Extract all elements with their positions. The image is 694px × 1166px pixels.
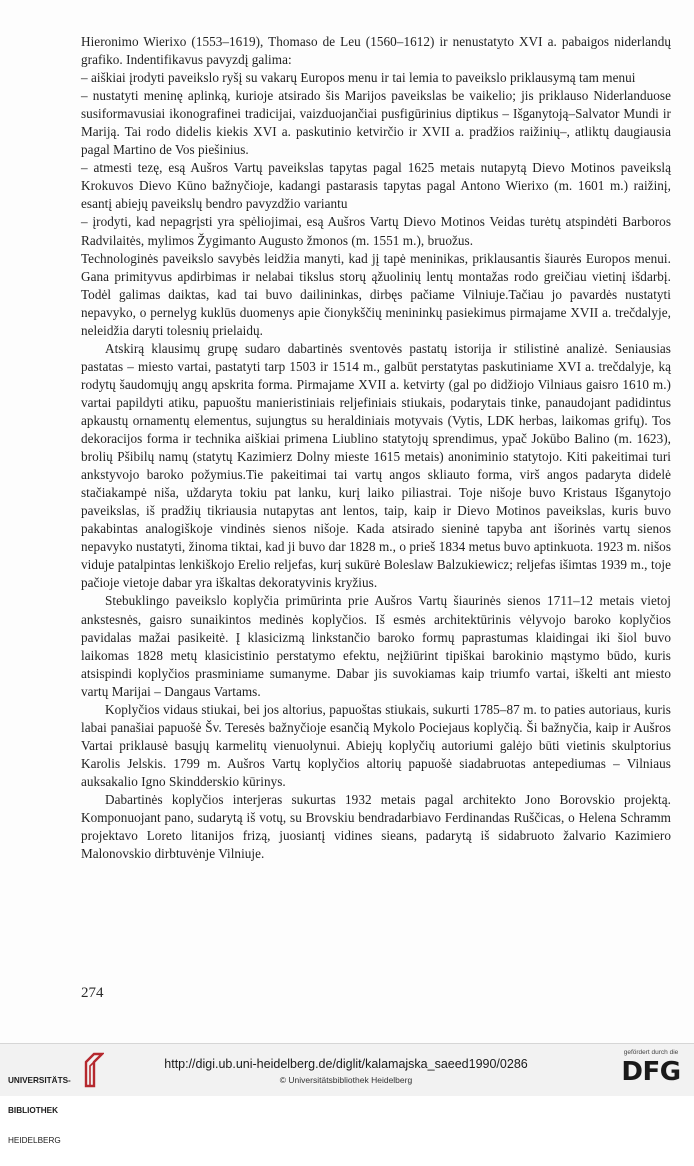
library-name [8, 1056, 71, 1166]
paragraph-7: Atskirą klausimų grupę sudaro dabartinės sventovės pastatų istorija ir stilistinė analizė. Seniausias pastatas – miesto vartai, pastatyti tarp 1503 ir 1514 m., galbūt perstatytas paskutiniame XVI a. trečdalyje, ką rodytų šaudomųjų angų apskrita forma. Pirmajame XVII a. ketvirty (gal po didžiojo Vilniaus gaisro 1610 m.) vartai papildyti atiku, papuoštu manieristiniais reljefiniais stiukais, podarytais tinke, panaudojant padidintus apkaustų ornamentų elementus, sujungtus su heraldiniais motyvais (Vytis, LDK herbas, laikomas grifų). Tos dekoracijos forma ir technika aiškiai primena Liublino statytojų sprendimus, ypač Jokūbo Balino (m. 1623), brolių Pšibilų namų (statytų Kazimierz Dolny mieste 1615 metais) anoniminio statytojo. Kiti pakeitimai turi ankstyvojo baroko požymius.Tie pakeitimai tai vartų angos skliauto forma, virš angos padaryta didelė stačiakampė niša, uždaryta tokiu pat lanku, kurį laiko piliastrai. Toje nišoje buvo Kristaus Išganytojo paveikslas, iš pradžių tikriausia nutapytas ant lentos, taip, kaip ir Dievo Motinos paveikslas, kuris buvo pakabintas analogiškoje vindinės sienos nišoje. Kada atsirado sieninė tapyba ant išorinės vartų sienos nepavyko nustatyti, žinoma tiktai, kad ji buvo dar 1828 m., o prieš 1834 metus buvo aptinkuota. 1923 m. nišos viduje patalpintas lenkiškojo Erelio reljefas, kurį sukūrė Boleslaw Balzukiewicz; reljefas išimtas 1939 m., toje pačioje vietoje dabar yra iškaltas dekoratyvinis kryžius. [81, 340, 671, 591]
dfg-logo[interactable] [614, 1049, 688, 1091]
library-logo[interactable] [6, 1052, 126, 1145]
paragraph-1: Hieronimo Wierixo (1553–1619), Thomaso de Leu (1560–1612) ir nenustatyto XVI a. pabaigos niderlandų grafiko. Indentifikavus pavyzdį galima: [81, 34, 671, 68]
library-name-line1: UNIVERSITÄTS- [8, 1076, 71, 1085]
paragraph-6: Technologinės paveikslo savybės leidžia manyti, kad jį tapė meninikas, priklausantis šiaurės Europos menui. Gana primityvus apdirbimas ir nelabai tikslus storų ąžuolinių lentų montažas rodo greičiau vietinį išdarbį. Todėl galimas daiktas, kad tai buvo dailininkas, dirbęs pačiame Vilniuje.Tačiau jo pavardės nustatyti nepavyko, o pernelyg kuklūs duomenys apie čionykščių menininkų pasiekimus pirmajame XVII a. trečdalyje, neleidžia daryti tolesnių prielaidų. [81, 250, 671, 338]
dfg-wordmark: DFG [621, 1057, 681, 1087]
paragraph-3: – nustatyti meninę aplinką, kurioje atsirado šis Marijos paveikslas be vaikelio; jis priklauso Niderlanduose susiformavusiai ikonografinei tradicijai, vaizduojančiai pusfigūrinius diptikus – Išganytoją–Salvator Mundi ir Mariją. Tai rodo didelis kiekis XVI a. paskutinio ketvirčio ir XVII a. pradžios raižinių–, atliktų daugiausia pagal Martino de Vos piešinius. [81, 88, 671, 158]
library-name-line3: HEIDELBERG [8, 1136, 61, 1145]
paragraph-2: – aiškiai įrodyti paveikslo ryšį su vakarų Europos menu ir tai lemia to paveikslo priklausymą tam menui [81, 70, 636, 86]
paragraph-4: – atmesti tezę, esą Aušros Vartų paveikslas tapytas pagal 1625 metais nutapytą Dievo Motinos paveikslą Krokuvos Dievo Kūno bažnyčioje, kadangi pastarasis tapytas pagal Antono Wierixo (m. 1601 m.) raižinį, esantį abiejų paveikslų bendro pavyzdžio variantu [81, 160, 671, 212]
page-number: 274 [81, 985, 104, 1001]
copyright-notice: © Universitätsbibliothek Heidelberg [279, 1075, 413, 1085]
paragraph-10: Dabartinės koplyčios interjeras sukurtas 1932 metais pagal architekto Jono Borovskio projektą. Komponuojant pano, sudarytą iš votų, su Brovskiu bendradarbiavo Ferdinandas Ruščicas, o Helena Schramm projektavo Loreto litanijos frizą, juosiantį vidines sieans, padarytą iš sidabruoto žalvario Kazimiero Malonovskio dirbtuvėnje Vilniuje. [81, 791, 671, 862]
body-text [81, 33, 671, 863]
paragraph-8: Stebuklingo paveikslo koplyčia primūrinta prie Aušros Vartų šiaurinės sienos 1711–12 metais vietoj ankstesnės, gaisro sunaikintos medinės koplyčios. Iš esmės architektūrinis vėlyvojo baroko koplyčios pavidalas mažai pasikeitė. Į klasicizmą linkstančio baroko formų paprastumas klaidingai iki šiol buvo laikomas 1828 metų klasicistinio perstatymo efektu, neįžiūrint tipiškai barokinio mąstymo būdo, kuris atsispindi koplyčios prasminiame sumanyme. Dabar jis suvokiamas kaip triumfo vartai, iškelti ant miesto vartų Marijai – Dangaus Vartams. [81, 593, 671, 699]
paragraph-5: – įrodyti, kad nepagrįsti yra spėliojimai, esą Aušros Vartų Dievo Motinos Veidas turėtų atspindėti Barboros Radvilaitės, mylimos Žygimanto Augusto žmonos (m. 1551 m.), bruožus. [81, 214, 671, 248]
permalink-url[interactable]: http://digi.ub.uni-heidelberg.de/diglit/kalamajska_saeed1990/0286 [164, 1057, 528, 1071]
viewer-footer [0, 1043, 694, 1145]
paragraph-9: Koplyčios vidaus stiukai, bei jos altorius, papuoštas stiukais, sukurti 1785–87 m. to paties autoriaus, kuris labai panašiai papuošė Šv. Teresės bažnyčioje esančią Mykolo Pociejaus koplyčią. Ši bažnyčia, kaip ir Aušros Vartai priklausė basųjų karmelitų vienuolynui. Abiejų koplyčių autoriumi galėjo būti vietinis skulptorius Karolis Jelskis. 1799 m. Aušros Vartų koplyčios altorių papuošė siadabruotas antepediumas – Vilniaus auksakalio Igno Skindderskio kūrinys. [81, 701, 671, 789]
library-mark-icon [82, 1052, 104, 1088]
funder-note: gefördert durch die [623, 1049, 679, 1056]
library-name-line2: BIBLIOTHEK [8, 1106, 59, 1115]
